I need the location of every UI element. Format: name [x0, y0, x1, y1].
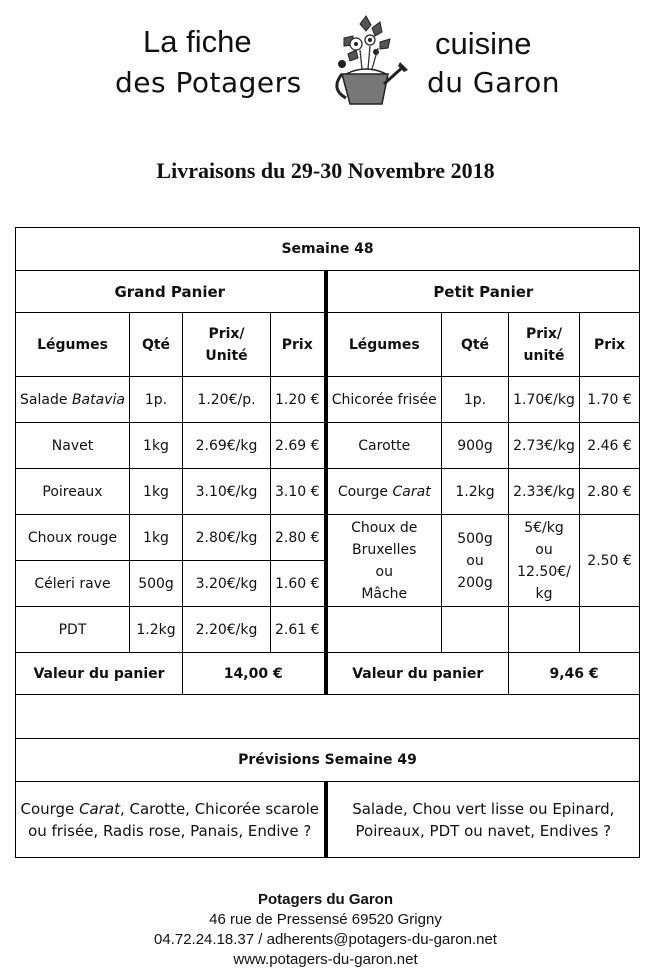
petit-header-qty: Qté — [442, 313, 509, 377]
grand-header-qty: Qté — [130, 313, 183, 377]
grand-header-price: Prix — [271, 313, 326, 377]
petit-qty-cell: 1.2kg — [442, 469, 509, 515]
footer-address: 46 rue de Pressensé 69520 Grigny — [209, 911, 442, 928]
forecast-grand: Courge Carat, Carotte, Chicorée scarole ou frisée, Radis rose, Panais, Endive ? — [16, 782, 326, 858]
grand-price-cell: 3.10 € — [271, 469, 326, 515]
petit-unit-cell: 2.73€/kg — [509, 423, 580, 469]
petit-header-unit-2: unité — [523, 347, 565, 364]
table-row — [16, 377, 640, 423]
grand-qty-cell: 1kg — [130, 469, 183, 515]
petit-merged-veg-cell: Choux de Bruxelles ou Mâche — [326, 515, 442, 607]
grand-unit-cell: 2.69€/kg — [183, 423, 271, 469]
petit-price-cell: 2.46 € — [580, 423, 640, 469]
petit-merged-price-cell: 2.50 € — [580, 515, 640, 607]
petit-veg-cell: Chicorée frisée — [326, 377, 442, 423]
grand-price-cell: 1.60 € — [271, 561, 326, 607]
grand-unit-cell: 3.20€/kg — [183, 561, 271, 607]
header-title-right-1: cuisine — [435, 26, 532, 61]
header-title-left-2: des Potagers — [115, 66, 302, 99]
footer-website: www.potagers-du-garon.net — [233, 951, 418, 968]
grand-price-cell: 2.69 € — [271, 423, 326, 469]
header-title-right-2: du Garon — [427, 66, 561, 99]
grand-price-cell: 2.80 € — [271, 515, 326, 561]
grand-unit-cell: 2.80€/kg — [183, 515, 271, 561]
empty-cell — [16, 695, 640, 739]
grand-veg-cell: Choux rouge — [16, 515, 130, 561]
grand-qty-cell: 1kg — [130, 423, 183, 469]
week-label: Semaine 48 — [16, 228, 640, 271]
grand-veg-cell: PDT — [16, 607, 130, 653]
delivery-table — [15, 227, 640, 858]
petit-veg-cell: Carotte — [326, 423, 442, 469]
empty-cell — [326, 607, 442, 653]
petit-merged-qty-cell: 500g ou 200g — [442, 515, 509, 607]
petit-price-cell: 1.70 € — [580, 377, 640, 423]
petit-price-cell: 2.80 € — [580, 469, 640, 515]
grand-price-cell: 2.61 € — [271, 607, 326, 653]
header-title-left-1: La fiche — [143, 24, 252, 59]
grand-panier-title: Grand Panier — [16, 271, 326, 313]
table-row — [16, 469, 640, 515]
grand-veg-cell: Céleri rave — [16, 561, 130, 607]
petit-veg-cell: Courge Carat — [326, 469, 442, 515]
petit-total-value: 9,46 € — [509, 653, 640, 695]
footer-name: Potagers du Garon — [257, 891, 394, 908]
table-row — [16, 423, 640, 469]
grand-total-value: 14,00 € — [183, 653, 326, 695]
forecast-row — [16, 782, 640, 858]
document-title: Livraisons du 29-30 Novembre 2018 — [156, 158, 495, 183]
forecast-petit: Salade, Chou vert lisse ou Epinard, Poireaux, PDT ou navet, Endives ? — [326, 782, 640, 858]
grand-veg-cell: Navet — [16, 423, 130, 469]
week-row — [16, 228, 640, 271]
petit-merged-unit-cell: 5€/kg ou 12.50€/ kg — [509, 515, 580, 607]
forecast-title: Prévisions Semaine 49 — [16, 739, 640, 782]
grand-qty-cell: 1.2kg — [130, 607, 183, 653]
grand-price-cell: 1.20 € — [271, 377, 326, 423]
table-row — [16, 515, 640, 561]
grand-qty-cell: 500g — [130, 561, 183, 607]
watering-can-with-flowers-icon — [320, 14, 410, 109]
grand-unit-cell: 3.10€/kg — [183, 469, 271, 515]
petit-header-price: Prix — [580, 313, 640, 377]
grand-header-unit — [183, 313, 271, 377]
basket-title-row — [16, 271, 640, 313]
empty-cell — [442, 607, 509, 653]
forecast-title-row — [16, 739, 640, 782]
footer-contact: 04.72.24.18.37 / adherents@potagers-du-garon.net — [154, 931, 497, 948]
header — [0, 0, 651, 120]
spacer-row — [16, 695, 640, 739]
grand-veg-cell: Salade Batavia — [16, 377, 130, 423]
empty-cell — [580, 607, 640, 653]
petit-panier-title: Petit Panier — [326, 271, 640, 313]
grand-unit-cell: 1.20€/p. — [183, 377, 271, 423]
petit-header-unit-1: Prix/ — [525, 325, 563, 342]
petit-qty-cell: 900g — [442, 423, 509, 469]
grand-veg-cell: Poireaux — [16, 469, 130, 515]
grand-header-unit-1: Prix/ — [208, 325, 245, 342]
petit-unit-cell: 1.70€/kg — [509, 377, 580, 423]
petit-unit-cell: 2.33€/kg — [509, 469, 580, 515]
petit-header-unit — [509, 313, 580, 377]
petit-header-veg: Légumes — [326, 313, 442, 377]
total-row — [16, 653, 640, 695]
grand-header-unit-2: Unité — [205, 347, 248, 364]
table-row — [16, 607, 640, 653]
grand-qty-cell: 1p. — [130, 377, 183, 423]
grand-total-label: Valeur du panier — [16, 653, 183, 695]
empty-cell — [509, 607, 580, 653]
grand-unit-cell: 2.20€/kg — [183, 607, 271, 653]
petit-qty-cell: 1p. — [442, 377, 509, 423]
petit-total-label: Valeur du panier — [326, 653, 509, 695]
grand-qty-cell: 1kg — [130, 515, 183, 561]
header-row — [16, 313, 640, 377]
grand-header-veg: Légumes — [16, 313, 130, 377]
footer — [0, 890, 651, 970]
